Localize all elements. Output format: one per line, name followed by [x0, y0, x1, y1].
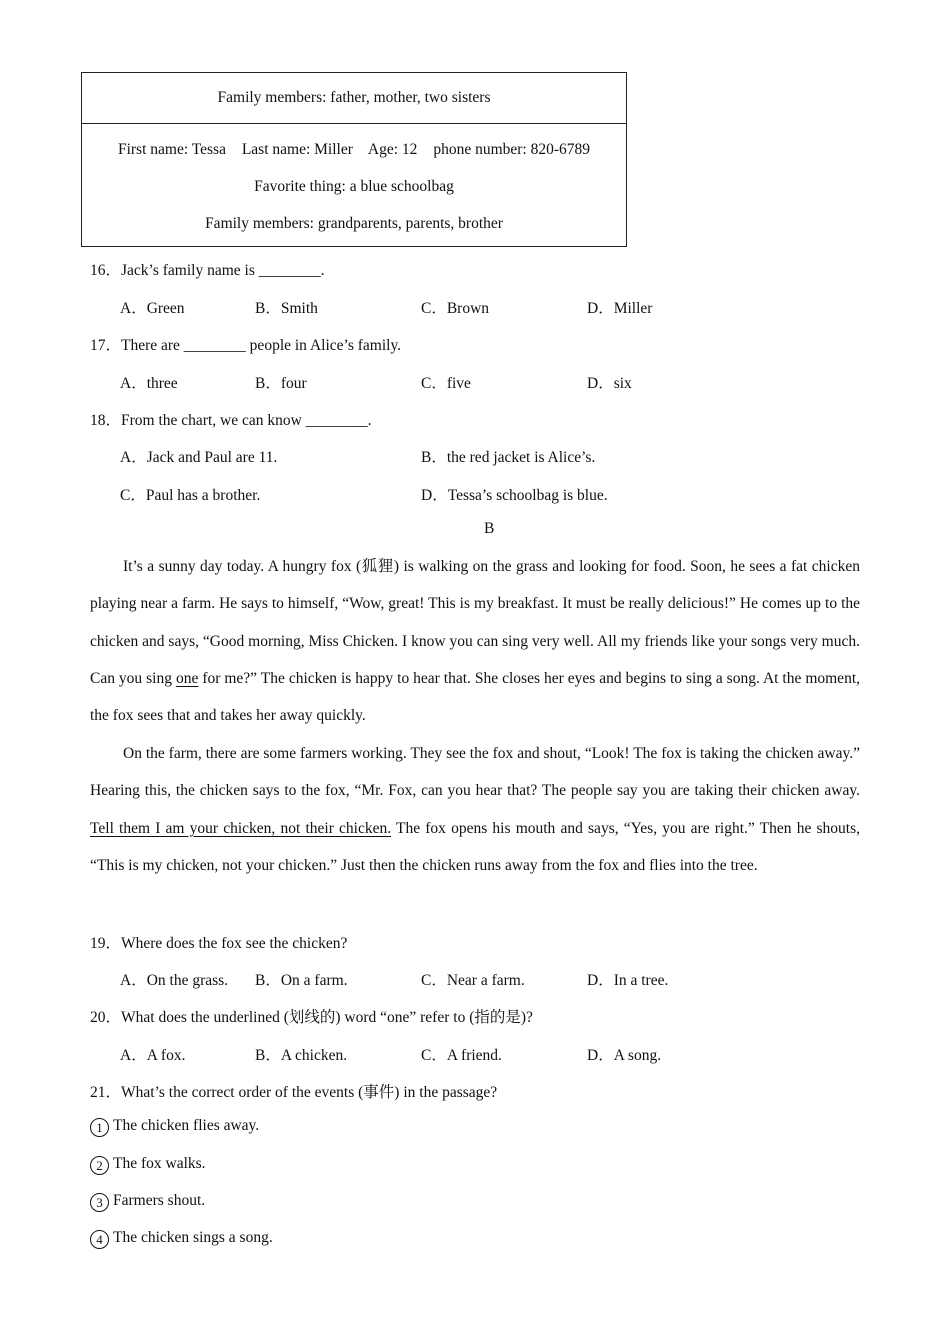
event-text: Farmers shout. [113, 1192, 206, 1209]
passage-p1-part1: It’s a sunny day today. A hungry fox (狐狸) is walking on the grass and looking for food. Soon, he sees a fat chicken playing near a farm. He says to himself, “Wow, great! This is my breakfast. It must be really delicious!” He comes up to the chicken and says, “Good morning, Miss Chicken. I know you can sing very well. All my friends like your songs very much. Can you sing [90, 558, 860, 687]
event-text: The fox walks. [113, 1155, 206, 1172]
question-18-stem: 18．From the chart, we can know ________. [90, 412, 372, 429]
question-21-stem: 21．What’s the correct order of the events (事件) in the passage? [90, 1084, 498, 1101]
event-number: 3 [90, 1193, 109, 1212]
event-number: 1 [90, 1118, 109, 1137]
question-16-option-c[interactable]: C．Brown [421, 300, 490, 317]
question-18-option-c[interactable]: C．Paul has a brother. [120, 487, 261, 504]
question-19-option-c[interactable]: C．Near a farm. [421, 972, 525, 989]
info-table-row-2 [82, 124, 626, 249]
question-20-option-b[interactable]: B．A chicken. [255, 1047, 348, 1064]
first-name-cell: First name: Tessa [117, 141, 226, 158]
family-members-cell: Family members: father, mother, two sisters [217, 89, 491, 106]
question-17-option-d[interactable]: D．six [587, 375, 632, 392]
family-members-line: Family members: grandparents, parents, brother [205, 215, 503, 232]
question-20-option-a[interactable]: A．A fox. [120, 1047, 186, 1064]
question-16-option-d[interactable]: D．Miller [587, 300, 653, 317]
event-text: The chicken flies away. [113, 1117, 260, 1134]
underlined-sentence: Tell them I am your chicken, not their chicken. [90, 819, 392, 837]
info-table [81, 72, 627, 247]
question-17-option-a[interactable]: A．three [120, 375, 178, 392]
passage-paragraph-1 [90, 548, 860, 734]
event-number: 2 [90, 1156, 109, 1175]
question-20-option-d[interactable]: D．A song. [587, 1047, 662, 1064]
underlined-word-one: one [175, 669, 199, 687]
tessa-details-line [82, 138, 626, 175]
favorite-thing-line: Favorite thing: a blue schoolbag [254, 178, 454, 195]
age-cell: Age: 12 [367, 141, 418, 158]
question-17-stem: 17．There are ________ people in Alice’s family. [90, 337, 402, 354]
question-19-option-d[interactable]: D．In a tree. [587, 972, 669, 989]
question-18-option-a[interactable]: A．Jack and Paul are 11. [120, 449, 278, 466]
phone-cell: phone number: 820-6789 [433, 141, 591, 158]
event-text: The chicken sings a song. [113, 1229, 273, 1246]
question-16-option-b[interactable]: B．Smith [255, 300, 318, 317]
passage-paragraph-2 [90, 735, 860, 884]
question-17-option-c[interactable]: C．five [421, 375, 471, 392]
question-19-stem: 19．Where does the fox see the chicken? [90, 935, 348, 952]
question-19-option-a[interactable]: A．On the grass. [120, 972, 229, 989]
question-18-option-d[interactable]: D．Tessa’s schoolbag is blue. [421, 487, 608, 504]
event-item [90, 1155, 206, 1175]
event-item [90, 1117, 259, 1137]
last-name-cell: Last name: Miller [241, 141, 353, 158]
question-17-option-b[interactable]: B．four [255, 375, 307, 392]
question-20-option-c[interactable]: C．A friend. [421, 1047, 502, 1064]
question-18-option-b[interactable]: B．the red jacket is Alice’s. [421, 449, 596, 466]
question-16-stem: 16．Jack’s family name is ________. [90, 262, 325, 279]
passage-p2-part1: On the farm, there are some farmers working. They see the fox and shout, “Look! The fox is taking the chicken away.” Hearing this, the chicken says to the fox, “Mr. Fox, can you hear that? The people say you are taking their chicken away. [90, 745, 860, 800]
section-b-heading: B [484, 520, 495, 537]
question-16-option-a[interactable]: A．Green [120, 300, 185, 317]
info-table-row-1 [82, 73, 626, 124]
question-20-stem: 20．What does the underlined (划线的) word “one” refer to (指的是)? [90, 1009, 533, 1026]
event-item [90, 1229, 273, 1249]
question-19-option-b[interactable]: B．On a farm. [255, 972, 348, 989]
passage-p2-part2: The fox opens his mouth and says, “Yes, you are right.” Then he shouts, “This is my chicken, not your chicken.” Just then the chicken runs away from the fox and flies into the tree. [90, 819, 860, 874]
passage-p1-part2: for me?” The chicken is happy to hear that. She closes her eyes and begins to sing a song. At the moment, the fox sees that and takes her away quickly. [90, 669, 860, 725]
event-number: 4 [90, 1230, 109, 1249]
event-item [90, 1192, 205, 1212]
